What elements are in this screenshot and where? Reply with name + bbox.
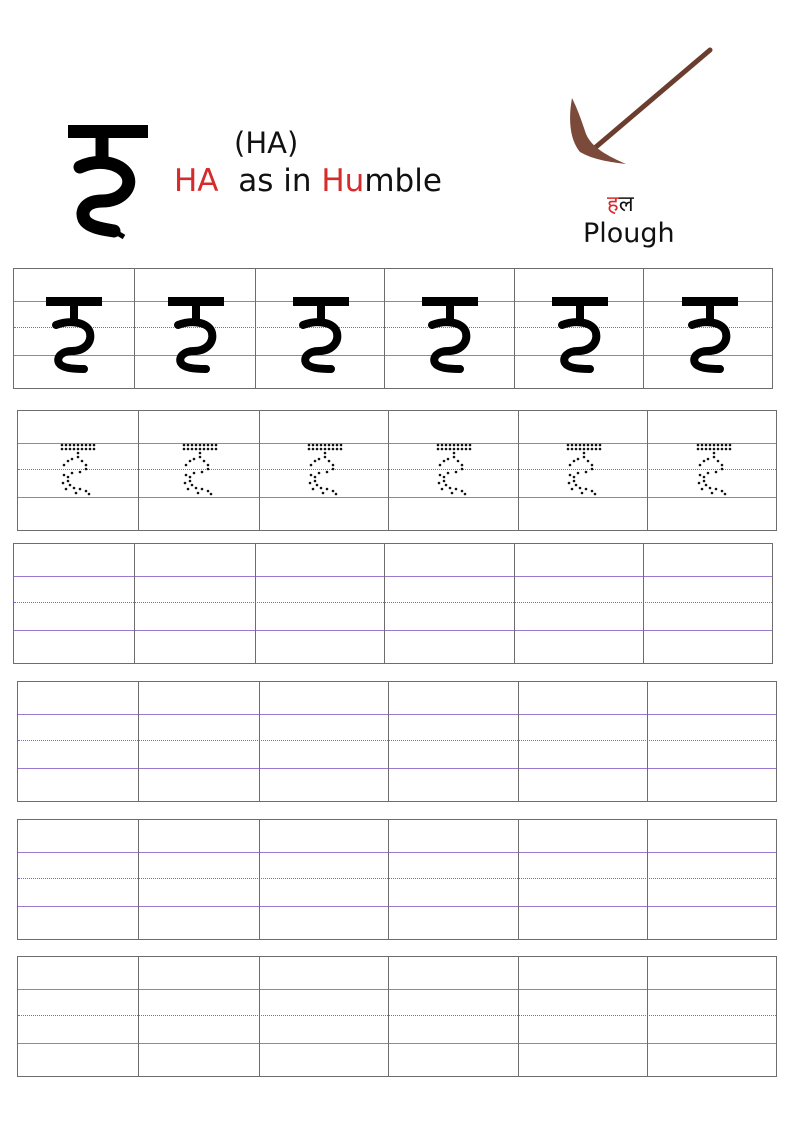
writing-cell[interactable] xyxy=(138,682,260,801)
phrase-highlight: Hu xyxy=(321,163,365,199)
writing-cell[interactable] xyxy=(518,820,648,939)
trace-letter xyxy=(305,441,345,501)
phrase-end: mble xyxy=(364,163,442,199)
writing-cell[interactable] xyxy=(388,957,519,1076)
trace-letter xyxy=(58,441,98,501)
writing-cell[interactable] xyxy=(14,544,134,663)
trace-letter xyxy=(434,441,474,501)
writing-cell[interactable] xyxy=(518,411,648,530)
plough-icon xyxy=(560,40,720,170)
word-hindi-second: ल xyxy=(618,192,634,217)
writing-cell[interactable] xyxy=(134,269,256,388)
writing-cell[interactable] xyxy=(388,411,519,530)
writing-cell[interactable] xyxy=(518,957,648,1076)
writing-cell[interactable] xyxy=(18,820,138,939)
writing-cell[interactable] xyxy=(134,544,256,663)
model-letter xyxy=(550,293,610,373)
practice-row xyxy=(17,410,777,531)
practice-row xyxy=(13,268,773,389)
word-hindi-first: ह xyxy=(607,192,619,217)
writing-cell[interactable] xyxy=(647,957,779,1076)
writing-cell[interactable] xyxy=(138,411,260,530)
writing-cell[interactable] xyxy=(643,544,775,663)
writing-cell[interactable] xyxy=(259,957,389,1076)
writing-cell[interactable] xyxy=(518,682,648,801)
writing-cell[interactable] xyxy=(259,820,389,939)
writing-cell[interactable] xyxy=(255,269,385,388)
writing-cell[interactable] xyxy=(384,544,515,663)
writing-cell[interactable] xyxy=(384,269,515,388)
model-letter xyxy=(420,293,480,373)
phrase-sound: HA xyxy=(174,163,219,199)
practice-row xyxy=(17,956,777,1077)
model-letter xyxy=(680,293,740,373)
pronunciation: (HA) xyxy=(234,126,299,160)
word-hindi xyxy=(607,188,634,218)
writing-cell[interactable] xyxy=(259,411,389,530)
writing-cell[interactable] xyxy=(514,544,644,663)
trace-letter xyxy=(564,441,604,501)
writing-cell[interactable] xyxy=(259,682,389,801)
trace-letter xyxy=(694,441,734,501)
writing-cell[interactable] xyxy=(388,820,519,939)
model-letter xyxy=(44,293,104,373)
writing-cell[interactable] xyxy=(647,682,779,801)
writing-cell[interactable] xyxy=(643,269,775,388)
model-letter xyxy=(166,293,226,373)
model-letter xyxy=(291,293,351,373)
writing-cell[interactable] xyxy=(647,411,779,530)
practice-row xyxy=(17,681,777,802)
practice-row xyxy=(13,543,773,664)
practice-row xyxy=(17,819,777,940)
writing-cell[interactable] xyxy=(18,957,138,1076)
writing-cell[interactable] xyxy=(18,682,138,801)
writing-cell[interactable] xyxy=(18,411,138,530)
word-english: Plough xyxy=(583,218,675,249)
writing-cell[interactable] xyxy=(514,269,644,388)
writing-cell[interactable] xyxy=(138,820,260,939)
writing-cell[interactable] xyxy=(388,682,519,801)
big-letter-ha xyxy=(62,105,152,245)
writing-cell[interactable] xyxy=(255,544,385,663)
writing-cell[interactable] xyxy=(647,820,779,939)
example-phrase xyxy=(174,163,442,199)
trace-letter xyxy=(180,441,220,501)
phrase-mid: as in xyxy=(218,163,322,199)
writing-cell[interactable] xyxy=(138,957,260,1076)
writing-cell[interactable] xyxy=(14,269,134,388)
